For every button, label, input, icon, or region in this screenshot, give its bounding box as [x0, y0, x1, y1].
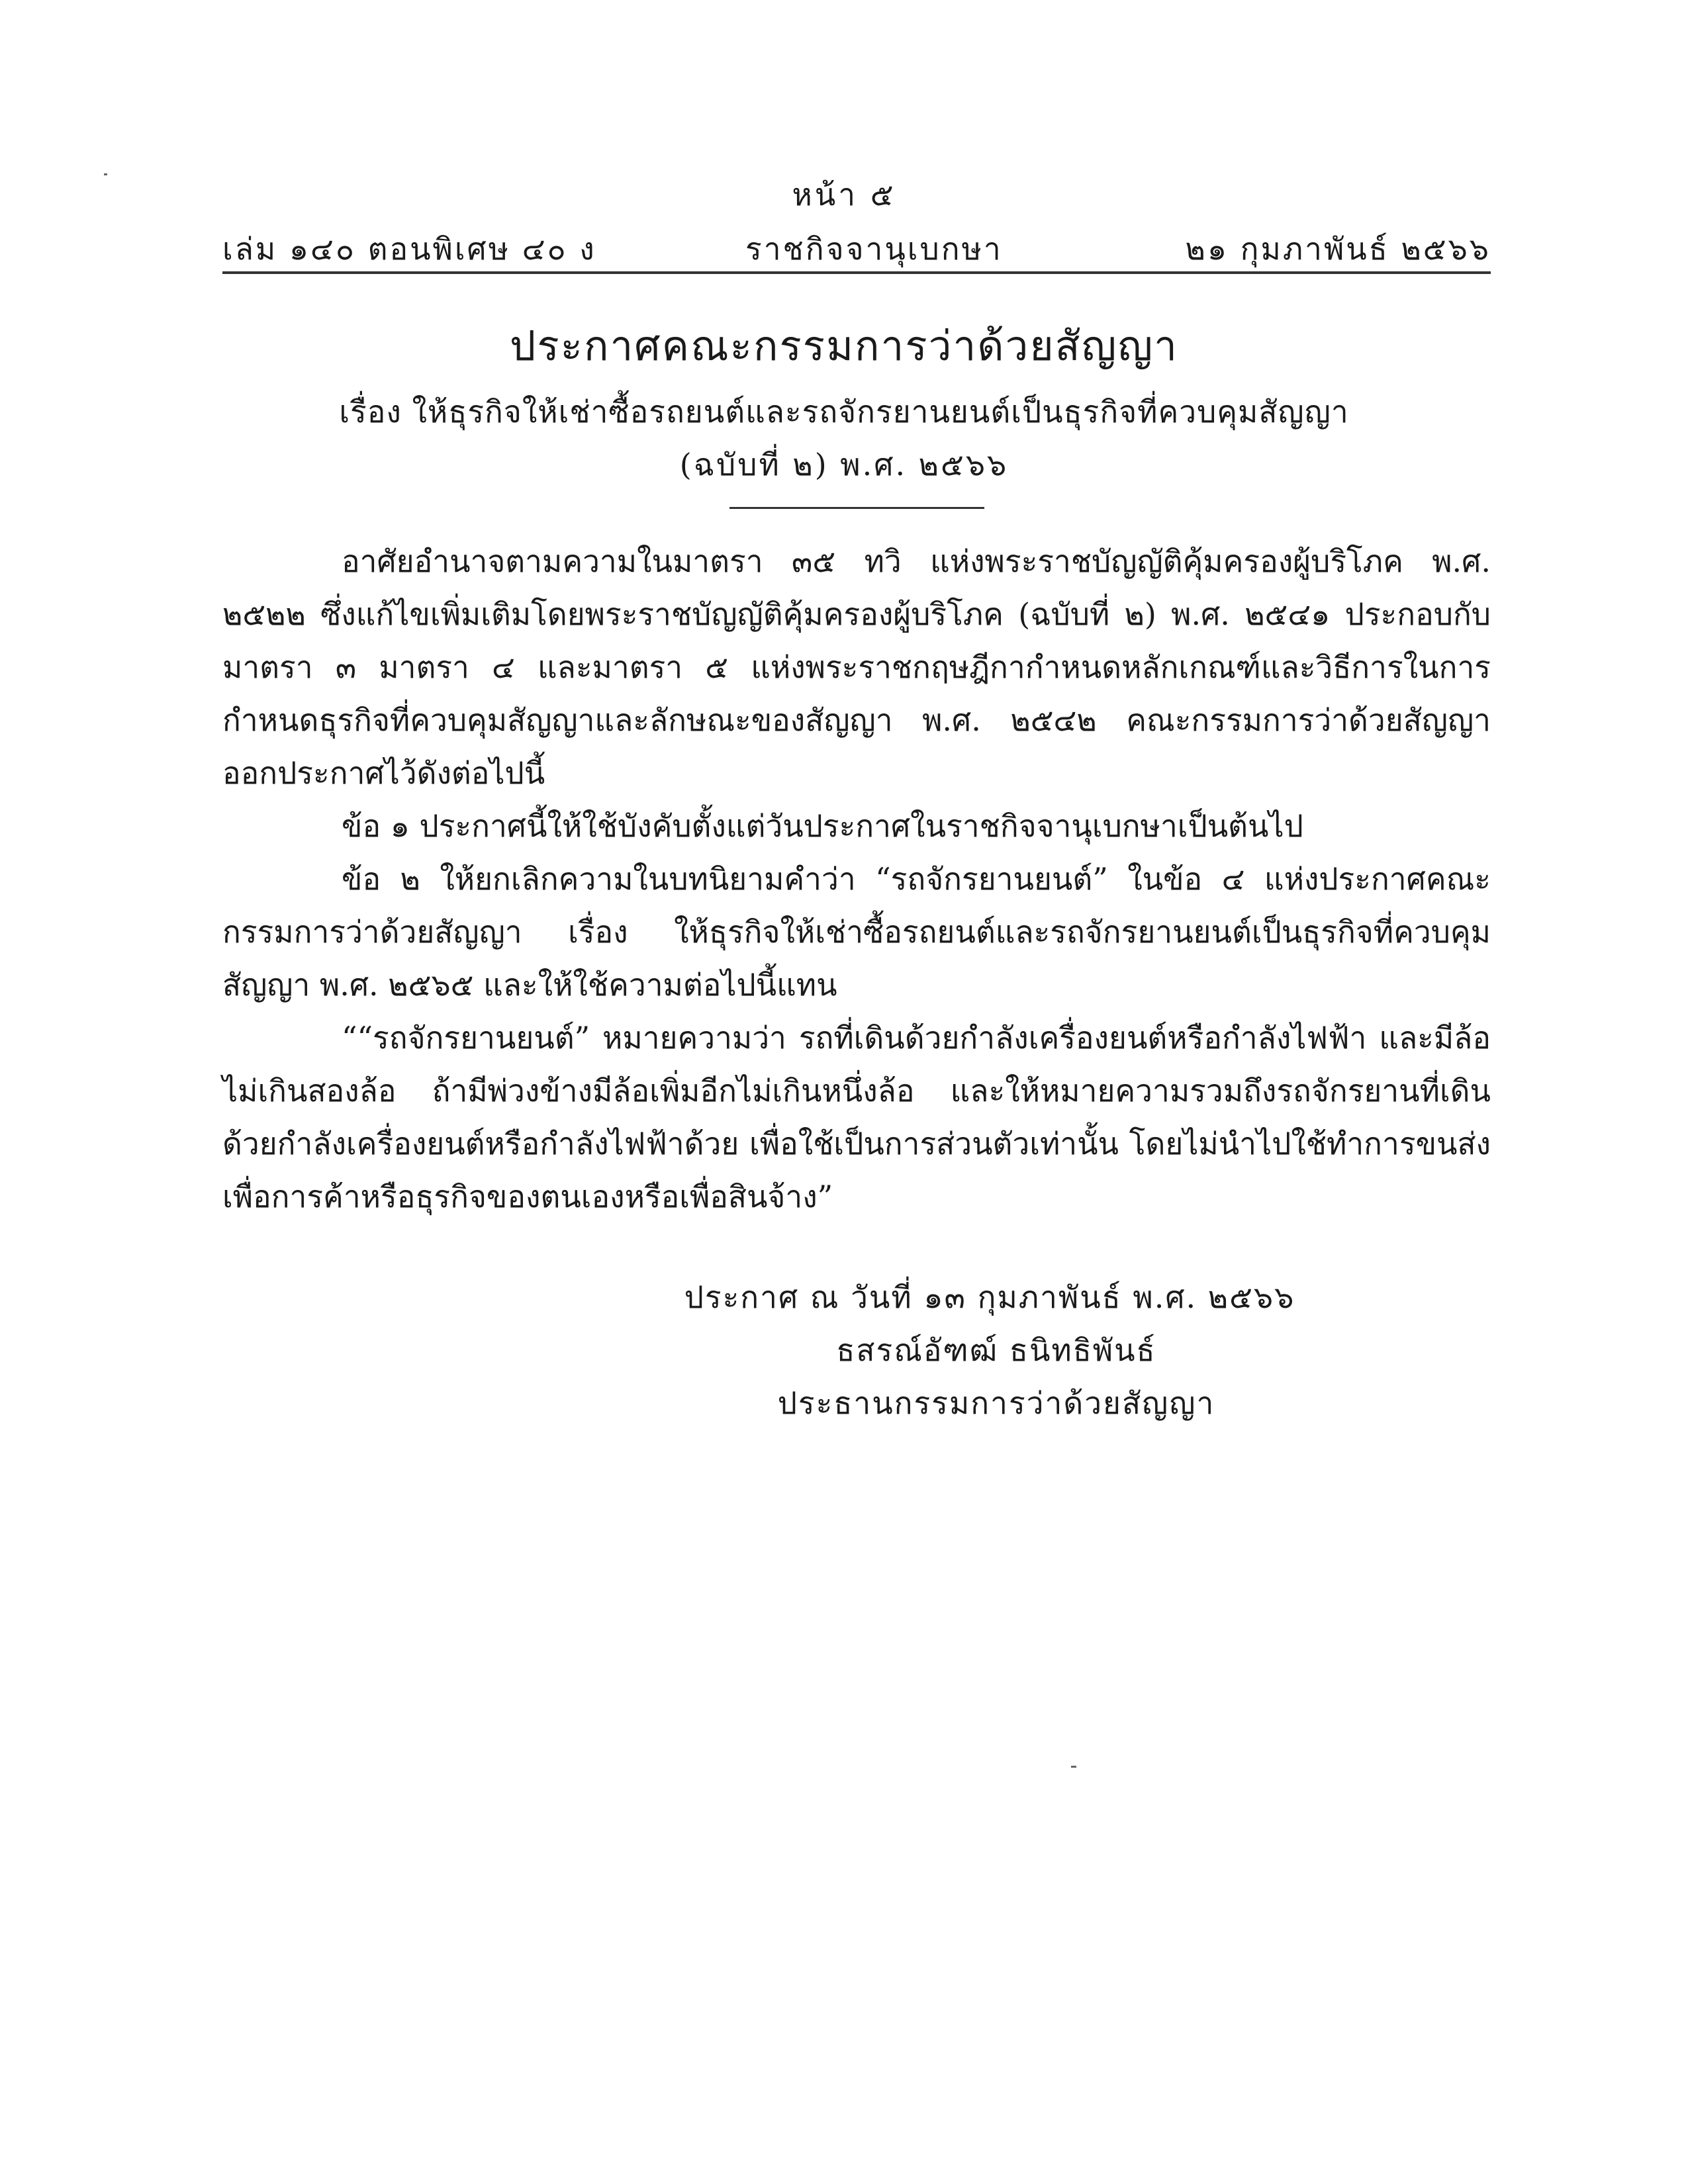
announcement-date: ประกาศ ณ วันที่ ๑๓ กุมภาพันธ์ พ.ศ. ๒๕๖๖ — [684, 1279, 1295, 1315]
definition-paragraph: ““รถจักรยานยนต์” หมายความว่า รถที่เดินด้วยกำลังเครื่องยนต์หรือกำลังไฟฟ้า และมีล้อไม่เกินสองล้อ ถ้ามีพ่วงข้างมีล้อเพิ่มอีกไม่เกินหนึ่งล้อ และให้หมายความรวมถึงรถจักรยานที่เดินด้วยกำลังเครื่องยนต์หรือกำลังไฟฟ้าด้วย เพื่อใช้เป็นการส่วนตัวเท่านั้น โดยไม่นำไปใช้ทำการขนส่งเพื่อการค้าหรือธุรกิจของตนเองหรือเพื่อสินจ้าง” — [222, 1020, 1491, 1214]
clause-2-paragraph: ข้อ ๒ ให้ยกเลิกความในบทนิยามคำว่า “รถจักรยานยนต์” ในข้อ ๔ แห่งประกาศคณะกรรมการว่าด้วยสัญญา เรื่อง ให้ธุรกิจให้เช่าซื้อรถยนต์และรถจักรยานยนต์เป็นธุรกิจที่ควบคุมสัญญา พ.ศ. ๒๕๖๕ และให้ใช้ความต่อไปนี้แทน — [222, 861, 1491, 1003]
title-divider — [729, 507, 984, 509]
publication-date: ๒๑ กุมภาพันธ์ ๒๕๖๖ — [1185, 231, 1491, 267]
publication-name: ราชกิจจานุเบกษา — [745, 231, 1003, 267]
signature-block — [0, 1271, 1688, 1430]
document-edition: (ฉบับที่ ๒) พ.ศ. ๒๕๖๖ — [679, 447, 1009, 482]
signatory-name: ธสรณ์อัฑฒ์ ธนิทธิพันธ์ — [836, 1332, 1156, 1368]
volume-issue: เล่ม ๑๔๐ ตอนพิเศษ ๔๐ ง — [222, 231, 596, 267]
document-title: ประกาศคณะกรรมการว่าด้วยสัญญา — [510, 322, 1178, 370]
gazette-header — [222, 225, 1491, 265]
document-body — [222, 535, 1491, 1223]
document-subject: เรื่อง ให้ธุรกิจให้เช่าซื้อรถยนต์และรถจักรยานยนต์เป็นธุรกิจที่ควบคุมสัญญา — [339, 394, 1349, 430]
scan-speck — [1071, 1766, 1076, 1768]
page-number: หน้า ๕ — [792, 177, 896, 212]
clause-1-paragraph: ข้อ ๑ ประกาศนี้ให้ใช้บังคับตั้งแต่วันประกาศในราชกิจจานุเบกษาเป็นต้นไป — [342, 808, 1303, 844]
preamble-paragraph: อาศัยอำนาจตามความในมาตรา ๓๕ ทวิ แห่งพระราชบัญญัติคุ้มครองผู้บริโภค พ.ศ. ๒๕๒๒ ซึ่งแก้ไขเพิ่มเติมโดยพระราชบัญญัติคุ้มครองผู้บริโภค (ฉบับที่ ๒) พ.ศ. ๒๕๔๑ ประกอบกับมาตรา ๓ มาตรา ๔ และมาตรา ๕ แห่งพระราชกฤษฎีกากำหนดหลักเกณฑ์และวิธีการในการกำหนดธุรกิจที่ควบคุมสัญญาและลักษณะของสัญญา พ.ศ. ๒๕๔๒ คณะกรรมการว่าด้วยสัญญา ออกประกาศไว้ดังต่อไปนี้ — [222, 543, 1491, 791]
signatory-position: ประธานกรรมการว่าด้วยสัญญา — [777, 1385, 1215, 1421]
header-divider — [222, 271, 1491, 274]
